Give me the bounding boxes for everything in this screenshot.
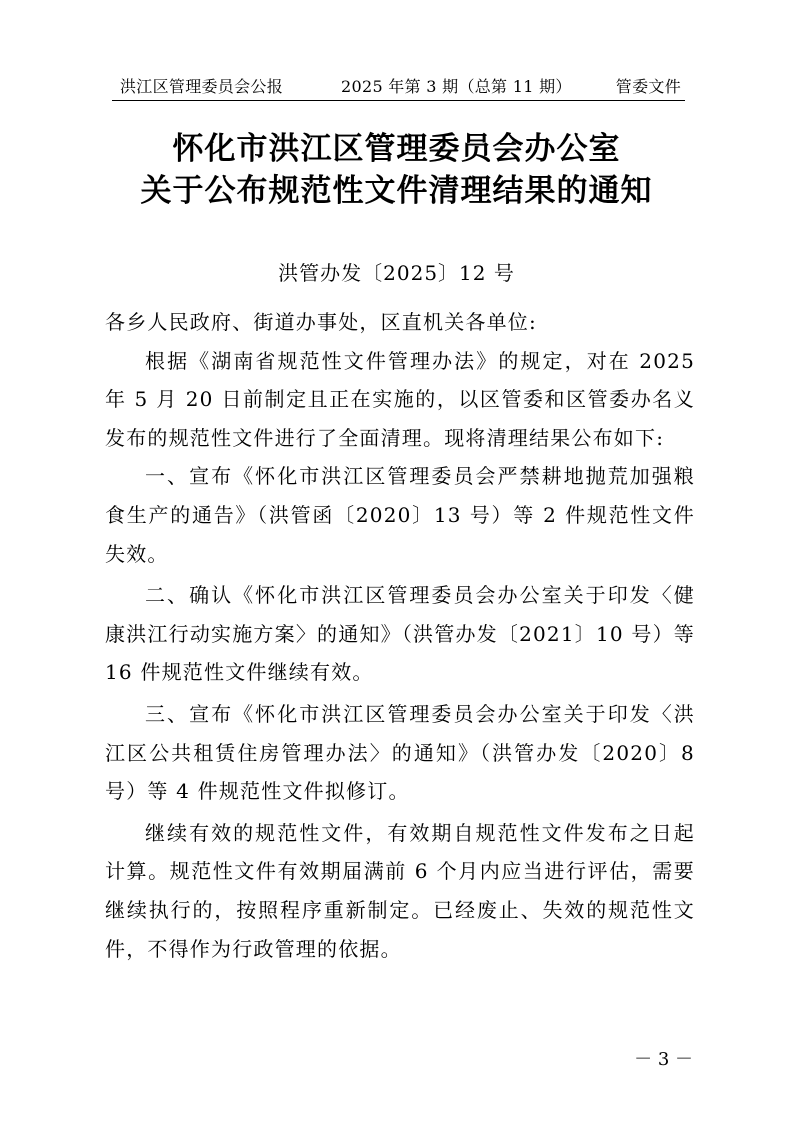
body-paragraph: 继续有效的规范性文件，有效期自规范性文件发布之日起计算。规范性文件有效期届满前 6 个月内应当进行评估，需要继续执行的，按照程序重新制定。已经废止、失效的规范性文件，不得作为行政管理的依据。 [105, 820, 695, 961]
document-body [105, 303, 695, 968]
header-issue-number: 2025 年第 3 期（总第 11 期） [341, 77, 572, 96]
running-header [120, 76, 681, 98]
header-publication-name: 洪江区管理委员会公报 [120, 77, 284, 96]
page-number: － 3 － [634, 1049, 693, 1070]
header-section-name: 管委文件 [615, 77, 681, 96]
body-paragraph: 三、宣布《怀化市洪江区管理委员会办公室关于印发〈洪江区公共租赁住房管理办法〉的通知》（洪管办发〔2020〕8 号）等 4 件规范性文件拟修订。 [105, 701, 695, 804]
body-paragraph: 一、宣布《怀化市洪江区管理委员会严禁耕地抛荒加强粮食生产的通告》（洪管函〔2020〕13 号）等 2 件规范性文件失效。 [105, 464, 695, 566]
body-paragraph: 二、确认《怀化市洪江区管理委员会办公室关于印发〈健康洪江行动实施方案〉的通知》（洪管办发〔2021〕10 号）等 16 件规范性文件继续有效。 [105, 583, 695, 685]
body-paragraph: 根据《湖南省规范性文件管理办法》的规定，对在 2025 年 5 月 20 日前制定且正在实施的，以区管委和区管委办名义发布的规范性文件进行了全面清理。现将清理结果公布如下: [105, 348, 695, 450]
document-title [100, 128, 693, 212]
document-title-line-1: 怀化市洪江区管理委员会办公室 [172, 131, 621, 167]
salutation: 各乡人民政府、街道办事处，区直机关各单位: [105, 310, 537, 334]
document-title-line-2: 关于公布规范性文件清理结果的通知 [140, 173, 653, 209]
document-number: 洪管办发〔2025〕12 号 [278, 261, 515, 285]
header-divider [112, 100, 685, 101]
